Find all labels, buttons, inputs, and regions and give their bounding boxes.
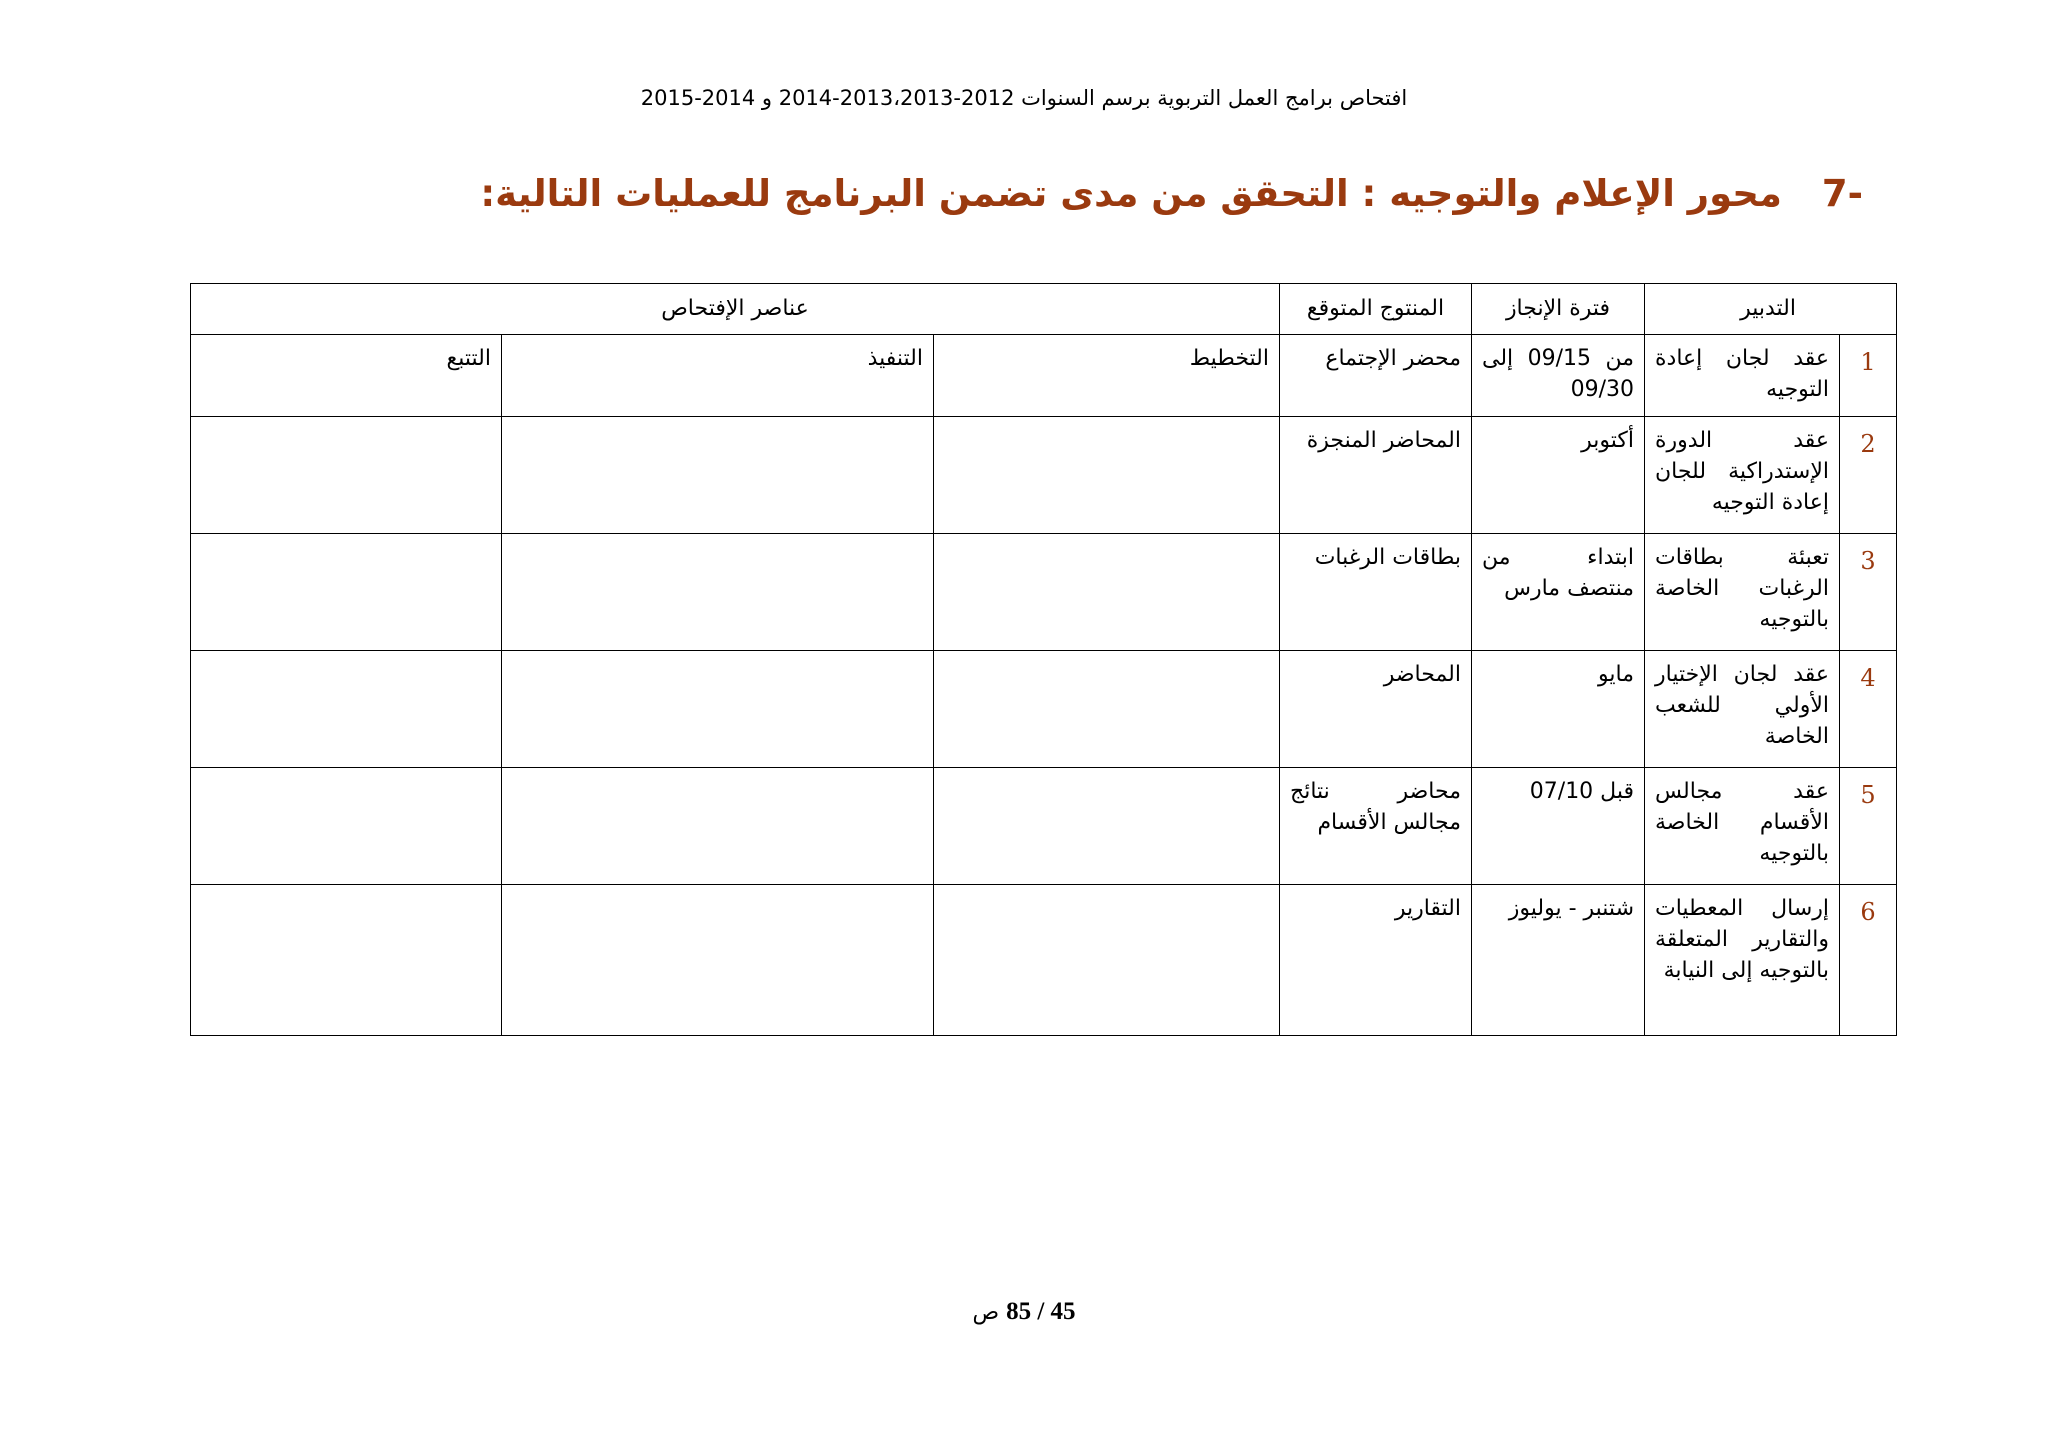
followup-cell (191, 768, 502, 885)
planning-cell: التخطيط (934, 335, 1280, 417)
followup-cell (191, 534, 502, 651)
row-number: 5 (1840, 768, 1897, 885)
row-period: ابتداء من منتصف مارس (1472, 534, 1645, 651)
followup-cell: التتبع (191, 335, 502, 417)
section-number: -7 (1821, 172, 1863, 215)
row-number: 3 (1840, 534, 1897, 651)
followup-cell (191, 885, 502, 1036)
table-header-row (191, 284, 1897, 335)
header-product: المنتوج المتوقع (1280, 284, 1472, 335)
row-measure: عقد لجان الإختيار الأولي للشعب الخاصة (1645, 651, 1840, 768)
table-row (191, 417, 1897, 534)
followup-cell (191, 651, 502, 768)
row-period: أكتوبر (1472, 417, 1645, 534)
row-period: من 09/15 إلى 09/30 (1472, 335, 1645, 417)
execution-cell (502, 417, 934, 534)
table-row (191, 534, 1897, 651)
row-product: بطاقات الرغبات (1280, 534, 1472, 651)
row-measure: عقد الدورة الإستدراكية للجان إعادة التوجيه (1645, 417, 1840, 534)
row-measure: إرسال المعطيات والتقارير المتعلقة بالتوجيه إلى النيابة (1645, 885, 1840, 1036)
header-audit-elements: عناصر الإفتحاص (191, 284, 1280, 335)
page-suffix: ص (972, 1300, 1000, 1325)
row-number: 6 (1840, 885, 1897, 1036)
page-header: افتحاص برامج العمل التربوية برسم السنوات 2012-2013،2013-2014 و 2014-2015 (640, 86, 1408, 110)
row-period: شتنبر - يوليوز (1472, 885, 1645, 1036)
execution-cell (502, 885, 934, 1036)
row-number: 4 (1840, 651, 1897, 768)
row-period: مايو (1472, 651, 1645, 768)
row-product: المحاضر المنجزة (1280, 417, 1472, 534)
row-product: محضر الإجتماع (1280, 335, 1472, 417)
section-title-text: محور الإعلام والتوجيه : التحقق من مدى تضمن البرنامج للعمليات التالية: (480, 172, 1782, 215)
table-row (191, 335, 1897, 417)
review-table (190, 283, 1897, 1036)
execution-cell (502, 534, 934, 651)
section-title (480, 172, 1863, 215)
row-number: 1 (1840, 335, 1897, 417)
planning-cell (934, 651, 1280, 768)
planning-cell (934, 768, 1280, 885)
page-number: 85 / 45 (1006, 1298, 1076, 1325)
row-measure: عقد لجان إعادة التوجيه (1645, 335, 1840, 417)
planning-cell (934, 534, 1280, 651)
row-measure: عقد مجالس الأقسام الخاصة بالتوجيه (1645, 768, 1840, 885)
row-measure: تعبئة بطاقات الرغبات الخاصة بالتوجيه (1645, 534, 1840, 651)
row-product: المحاضر (1280, 651, 1472, 768)
planning-cell (934, 417, 1280, 534)
table-row (191, 768, 1897, 885)
row-product: محاضر نتائج مجالس الأقسام (1280, 768, 1472, 885)
table-row (191, 651, 1897, 768)
header-measure: التدبير (1645, 284, 1897, 335)
row-number: 2 (1840, 417, 1897, 534)
execution-cell (502, 651, 934, 768)
row-product: التقارير (1280, 885, 1472, 1036)
planning-cell (934, 885, 1280, 1036)
execution-cell (502, 768, 934, 885)
page-footer (0, 1298, 2048, 1326)
row-period: قبل 07/10 (1472, 768, 1645, 885)
header-period: فترة الإنجاز (1472, 284, 1645, 335)
table-row (191, 885, 1897, 1036)
followup-cell (191, 417, 502, 534)
execution-cell: التنفيذ (502, 335, 934, 417)
